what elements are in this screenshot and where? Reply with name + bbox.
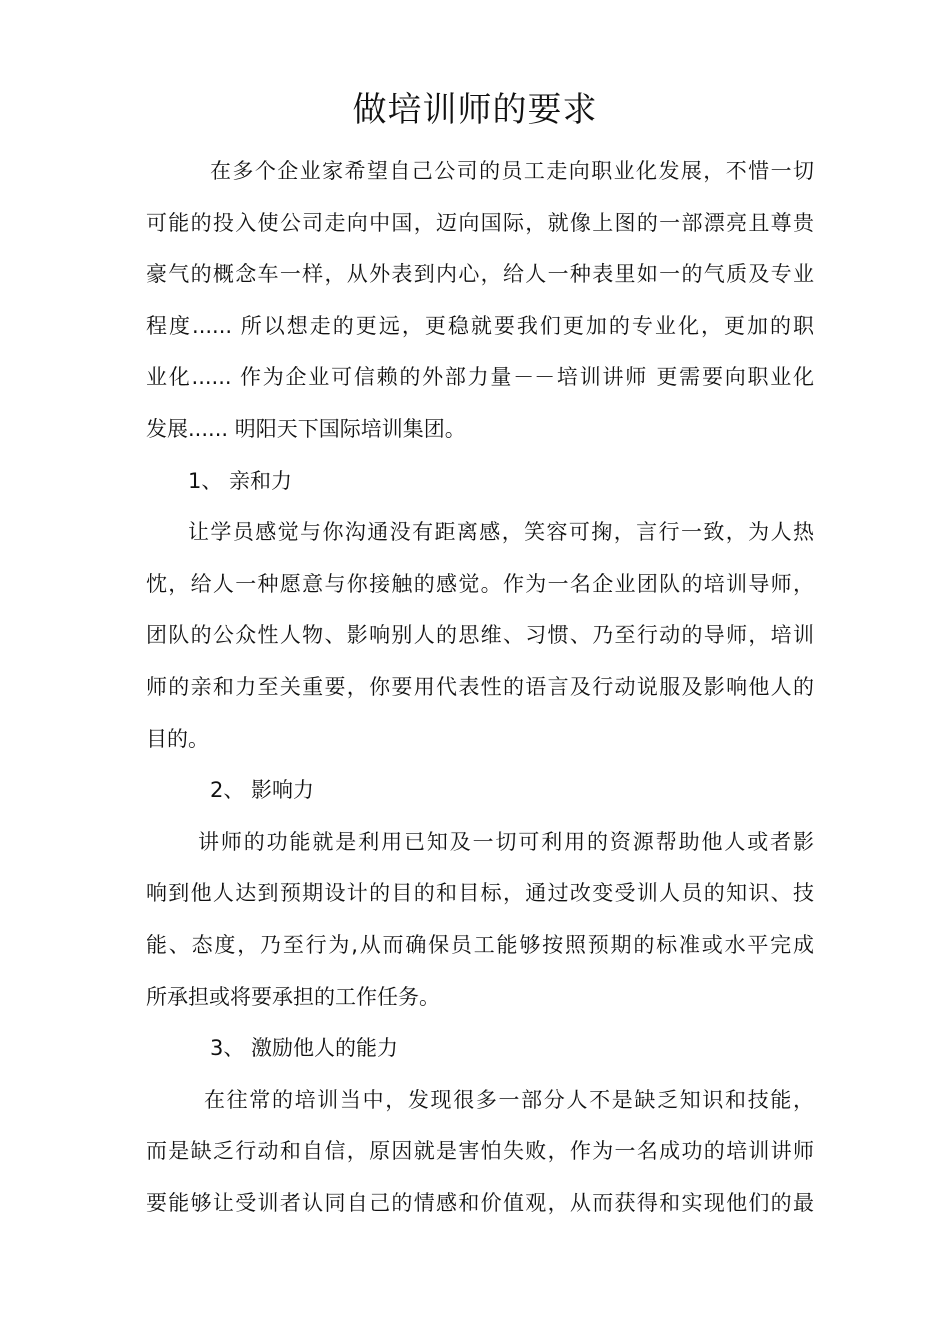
text-line: 可能的投入使公司走向中国，迈向国际，就像上图的一部漂亮且尊贵 <box>146 210 814 235</box>
text-line: 团队的公众性人物、影响别人的思维、习惯、乃至行动的导师，培训 <box>146 623 814 648</box>
text-line: 业化...... 作为企业可信赖的外部力量－－培训讲师 更需要向职业化 <box>146 365 814 390</box>
text-line: 程度...... 所以想走的更远，更稳就要我们更加的专业化，更加的职 <box>146 313 814 338</box>
document-title: 做培训师的要求 <box>352 90 598 130</box>
section-heading: 1、 亲和力 <box>188 468 293 493</box>
text-line: 所承担或将要承担的工作任务。 <box>146 984 440 1009</box>
text-line: 能、态度，乃至行为,从而确保员工能够按照预期的标准或水平完成 <box>146 932 814 957</box>
text-line: 发展...... 明阳天下国际培训集团。 <box>146 416 466 441</box>
document-body <box>146 146 814 1229</box>
text-line: 而是缺乏行动和自信，原因就是害怕失败，作为一名成功的培训讲师 <box>146 1139 814 1164</box>
text-line: 要能够让受训者认同自己的情感和价值观，从而获得和实现他们的最 <box>146 1190 814 1215</box>
text-line: 在往常的培训当中，发现很多一部分人不是缺乏知识和技能， <box>204 1087 814 1112</box>
section-heading: 2、 影响力 <box>210 778 315 803</box>
text-line: 在多个企业家希望自己公司的员工走向职业化发展，不惜一切 <box>210 159 814 183</box>
text-line: 让学员感觉与你沟通没有距离感，笑容可掬，言行一致，为人热 <box>188 520 814 545</box>
text-line: 讲师的功能就是利用已知及一切可利用的资源帮助他人或者影 <box>198 829 814 854</box>
text-line: 目的。 <box>146 726 209 751</box>
section-heading: 3、 激励他人的能力 <box>210 1036 399 1061</box>
text-line: 师的亲和力至关重要，你要用代表性的语言及行动说服及影响他人的 <box>146 674 814 699</box>
text-line: 响到他人达到预期设计的目的和目标，通过改变受训人员的知识、技 <box>146 881 814 906</box>
text-line: 豪气的概念车一样，从外表到内心，给人一种表里如一的气质及专业 <box>146 262 814 287</box>
text-line: 忱，给人一种愿意与你接触的感觉。作为一名企业团队的培训导师， <box>146 571 814 596</box>
